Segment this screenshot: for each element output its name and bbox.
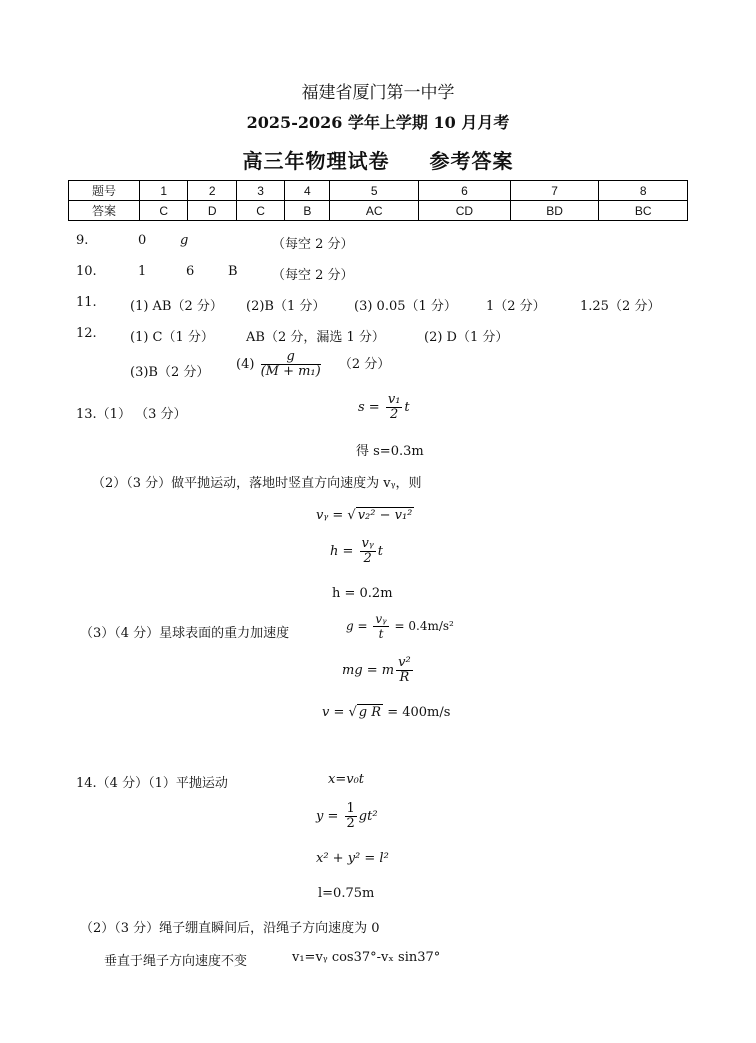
eq-fraction (386, 393, 403, 422)
q14-eq2 (316, 802, 378, 831)
exam-term: 2025-2026 学年上学期 10 月月考 (246, 113, 510, 132)
fraction-denominator: 2 (363, 551, 372, 566)
q13-part-2: （2）（3 分）做平抛运动，落地时竖直方向速度为 vᵧ，则 (92, 476, 422, 491)
q11-part-1: (1) AB（2 分） (130, 299, 223, 314)
table-cell: 8 (599, 181, 688, 201)
table-cell: D (188, 201, 236, 221)
q11-part-4: 1（2 分） (486, 299, 546, 314)
fraction-denominator: (M + m₁) (260, 364, 321, 379)
q11-number: 11. (76, 295, 97, 310)
q9-answer-2: g (180, 233, 189, 248)
row-label: 题号 (69, 181, 140, 201)
table-cell: CD (418, 201, 510, 221)
fraction-numerator: vᵧ (361, 536, 374, 551)
q13-eq4 (346, 612, 454, 641)
fraction-numerator: vᵧ (375, 612, 387, 626)
q9-number: 9. (76, 233, 89, 248)
q14-part-3: 垂直于绳子方向速度不变 (104, 954, 248, 969)
q12-part-2: AB（2 分，漏选 1 分） (246, 330, 385, 345)
q10-answer-3: B (228, 264, 238, 279)
q14-eq4: v₁=vᵧ cos37°-vₓ sin37° (292, 950, 441, 965)
eq-lhs: mg = m (342, 663, 395, 678)
q9-answer-1: 0 (138, 233, 147, 248)
table-cell: AC (330, 201, 419, 221)
fraction-numerator: g (261, 350, 321, 365)
eq-lhs: h = (330, 544, 354, 559)
fraction-denominator: 2 (389, 407, 399, 422)
q12-fraction (261, 350, 321, 379)
table-cell: 5 (330, 181, 419, 201)
eq-rhs: gt² (358, 809, 378, 824)
table-cell: 4 (285, 181, 330, 201)
q13-eq2: vᵧ = √ v₂² − v₁² (316, 508, 413, 523)
q13-eq1 (358, 393, 410, 422)
eq-lhs: g = (346, 619, 368, 633)
q12-part-5-label: (4) (236, 357, 255, 372)
table-cell: 6 (418, 181, 510, 201)
q10-answer-2: 6 (186, 264, 195, 279)
q14-eq3: x² + y² = l² (316, 851, 389, 866)
table-cell: BC (599, 201, 688, 221)
q12-part-1: (1) C（1 分） (130, 330, 214, 345)
q11-part-3: (3) 0.05（1 分） (354, 299, 457, 314)
table-cell: C (140, 201, 188, 221)
table-cell: 3 (236, 181, 284, 201)
q14-heading: 14.（4 分）（1）平抛运动 (76, 776, 228, 791)
q12-part-4: (3)B（2 分） (130, 365, 210, 380)
eq-rhs: = 400m/s (387, 705, 451, 720)
q12-number: 12. (76, 326, 97, 341)
q14-part-2: （2）（3 分）绳子绷直瞬间后，沿绳子方向速度为 0 (80, 921, 380, 936)
eq-fraction (373, 612, 388, 641)
table-cell: C (236, 201, 284, 221)
paper-title (243, 145, 514, 174)
eq-fraction (360, 537, 376, 566)
school-name: 福建省厦门第一中学 (301, 83, 455, 103)
q11-part-2: (2)B（1 分） (246, 299, 326, 314)
eq-variable: t (404, 400, 410, 415)
paper-subject: 高三年物理试卷 (242, 149, 390, 173)
eq-variable: t (377, 544, 384, 559)
q13-eq6: v = √ g R = 400m/s (322, 705, 451, 720)
eq-fraction (345, 802, 357, 831)
q12-part-5 (236, 350, 390, 379)
q12-part-5-score: （2 分） (338, 357, 391, 372)
q14-eq1: x=v₀t (328, 772, 365, 787)
q10-answer-1: 1 (138, 264, 147, 279)
q9-note: （每空 2 分） (272, 237, 354, 252)
q13-part-3: （3）（4 分）星球表面的重力加速度 (80, 626, 290, 641)
fraction-numerator: 1 (346, 801, 355, 816)
table-cell: 1 (140, 181, 188, 201)
fraction-denominator: t (378, 627, 384, 641)
eq-radicand: g R (358, 705, 382, 720)
fraction-numerator: v₁ (387, 392, 401, 407)
fraction-numerator: v² (398, 655, 411, 670)
fraction-denominator: R (399, 670, 410, 685)
answer-label: 参考答案 (429, 149, 514, 173)
q10-number: 10. (76, 264, 97, 279)
q13-heading: 13.（1） （3 分） (76, 407, 187, 422)
eq-lhs: v = (322, 705, 345, 720)
table-row-numbers (69, 181, 688, 201)
q13-result-1: 得 s=0.3m (356, 444, 424, 459)
q14-result: l=0.75m (318, 886, 375, 901)
q13-result-2: h = 0.2m (332, 586, 393, 601)
q13-eq5 (342, 656, 415, 685)
q12-part-3: (2) D（1 分） (424, 330, 509, 345)
q13-eq3 (330, 537, 383, 566)
table-cell: 2 (188, 181, 236, 201)
fraction-denominator: 2 (346, 816, 355, 831)
table-cell: 7 (510, 181, 599, 201)
table-cell: BD (510, 201, 599, 221)
eq-lhs: s = (358, 400, 380, 415)
q11-part-5: 1.25（2 分） (580, 299, 661, 314)
eq-radicand: v₂² − v₁² (357, 508, 413, 523)
row-label: 答案 (69, 201, 140, 221)
table-row-answers (69, 201, 688, 221)
eq-lhs: y = (316, 809, 339, 824)
answer-table (68, 180, 688, 221)
eq-fraction (396, 656, 413, 685)
eq-rhs: = 0.4m/s² (394, 619, 454, 633)
eq-lhs: vᵧ = (316, 508, 344, 523)
table-cell: B (285, 201, 330, 221)
q10-note: （每空 2 分） (272, 268, 354, 283)
